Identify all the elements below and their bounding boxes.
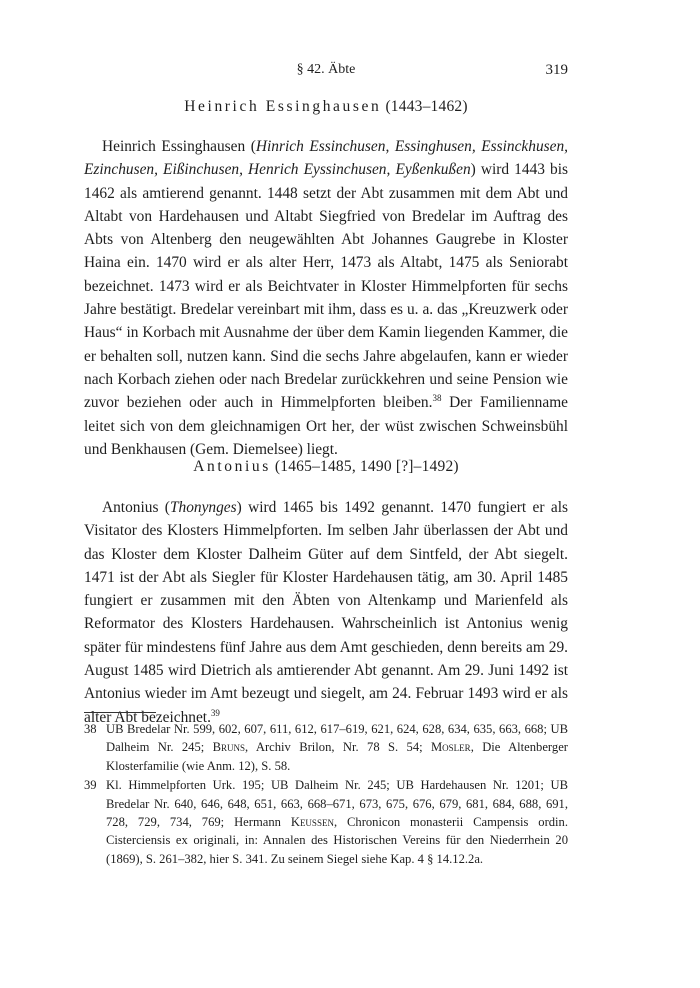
section-heading-antonius xyxy=(84,458,568,476)
footnotes xyxy=(84,720,568,869)
alternate-names: Hinrich Essinchusen, Essinghusen, Essinckhusen, Ezinchusen, Eißinchusen, Henrich Eyssinchusen, Eyßenkußen xyxy=(84,138,568,179)
footnote-text: UB Bredelar Nr. 599, 602, 607, 611, 612, 617–619, 621, 624, 628, 634, 635, 663, 668; UB Dalheim Nr. 245; xyxy=(106,722,568,755)
para-body: ) wird 1465 bis 1492 genannt. 1470 fungiert er als Visitator des Klosters Himmelpforten. Im selben Jahr überlassen der Abt und das Kloster dem Kloster Dalheim Güter auf dem Sintfeld, der Abt siegelt. 1471 ist der Abt als Siegler für Kloster Hardehausen tätig, am 30. April 1485 fungiert er zusammen mit den Äbten von Altenkamp und Marienfeld als Reformator des Klosters Hardehausen. Wahrscheinlich ist Antonius wenig später für mindestens fünf Jahre aus dem Amt geschieden, denn bereits am 29. August 1485 wird Dietrich als amtierender Abt genannt. Am 29. Juni 1492 ist Antonius wieder im Amt bezeugt und siegelt, am 24. Februar 1493 wird er als alter Abt bezeichnet. xyxy=(84,499,568,726)
author-name: Mosler xyxy=(430,740,471,755)
footnote-text: , Chronicon monasterii Campensis ordin. Cisterciensis ex originali, in: Annalen des Historischen Vereins für den Niederrhein 20 (1869), S. 261–382, hier S. 341. Zu seinem Siegel siehe Kap. 4 § 14.12.2a. xyxy=(106,815,569,866)
para-start: Antonius ( xyxy=(102,499,170,516)
footnote-number: 38 xyxy=(84,722,97,736)
author-name: Bruns xyxy=(212,740,246,755)
section-heading-heinrich xyxy=(84,98,568,116)
heading-dates: (1443–1462) xyxy=(385,98,468,115)
para-end: Der Familienname leitet sich von dem gleichnamigen Ort her, der wüst zwischen Schweinsbühl und Benkhausen (Gem. Diemelsee) liegt. xyxy=(84,394,569,458)
footnote-text: , Die Altenberger Klosterfamilie (wie Anm. 12), S. 58. xyxy=(106,740,568,773)
footnote-ref-38[interactable]: 38 xyxy=(432,393,442,404)
author-name: Keussen xyxy=(290,815,334,830)
page-number: 319 xyxy=(545,62,568,78)
running-head-title: § 42. Äbte xyxy=(296,62,356,77)
footnote-39 xyxy=(84,776,568,868)
heading-dates: (1465–1485, 1490 [?]–1492) xyxy=(274,458,459,475)
footnote-divider xyxy=(84,712,156,713)
running-head xyxy=(84,62,568,82)
footnote-38 xyxy=(84,720,568,775)
alternate-names: Thonynges xyxy=(169,499,237,516)
para-start: Heinrich Essinghausen ( xyxy=(102,138,256,155)
footnote-text: , Archiv Brilon, Nr. 78 S. 54; xyxy=(245,740,431,755)
heading-name: Heinrich Essinghausen xyxy=(184,98,382,115)
para-body: ) wird 1443 bis 1462 als amtierend genannt. 1448 setzt der Abt zusammen mit dem Abt und Altabt von Hardehausen und Altabt Siegfried von Bredelar im Auftrag des Abts von Altenberg den neugewählten Abt Johannes Gaugrebe in Kloster Haina ein. 1470 wird er als alter Herr, 1473 als Altabt, 1475 als Seniorabt bezeichnet. 1473 wird er als Beichtvater in Kloster Himmelpforten für sechs Jahre bestätigt. Bredelar vereinbart mit ihm, dass es u. a. das „Kreuzwerk oder Haus“ in Korbach mit Ausnahme der über dem Kamin liegenden Kammer, die er behalten soll, nutzen kann. Sind die sechs Jahre abgelaufen, kann er wieder nach Korbach ziehen oder nach Bredelar zurückkehren und seine Pension wie zuvor beziehen oder auch in Himmelpforten bleiben. xyxy=(84,161,569,412)
footnote-ref-39[interactable]: 39 xyxy=(210,707,220,718)
heading-name: Antonius xyxy=(193,458,271,475)
paragraph-heinrich xyxy=(84,135,568,461)
footnote-text: Kl. Himmelpforten Urk. 195; UB Dalheim Nr. 245; UB Hardehausen Nr. 1201; UB Bredelar Nr. 640, 646, 648, 651, 663, 668–671, 673, 675, 676, 679, 681, 684, 688, 691, 728, 729, 734, 769; Hermann xyxy=(106,778,568,830)
paragraph-antonius xyxy=(84,496,568,729)
footnote-number: 39 xyxy=(84,778,97,793)
